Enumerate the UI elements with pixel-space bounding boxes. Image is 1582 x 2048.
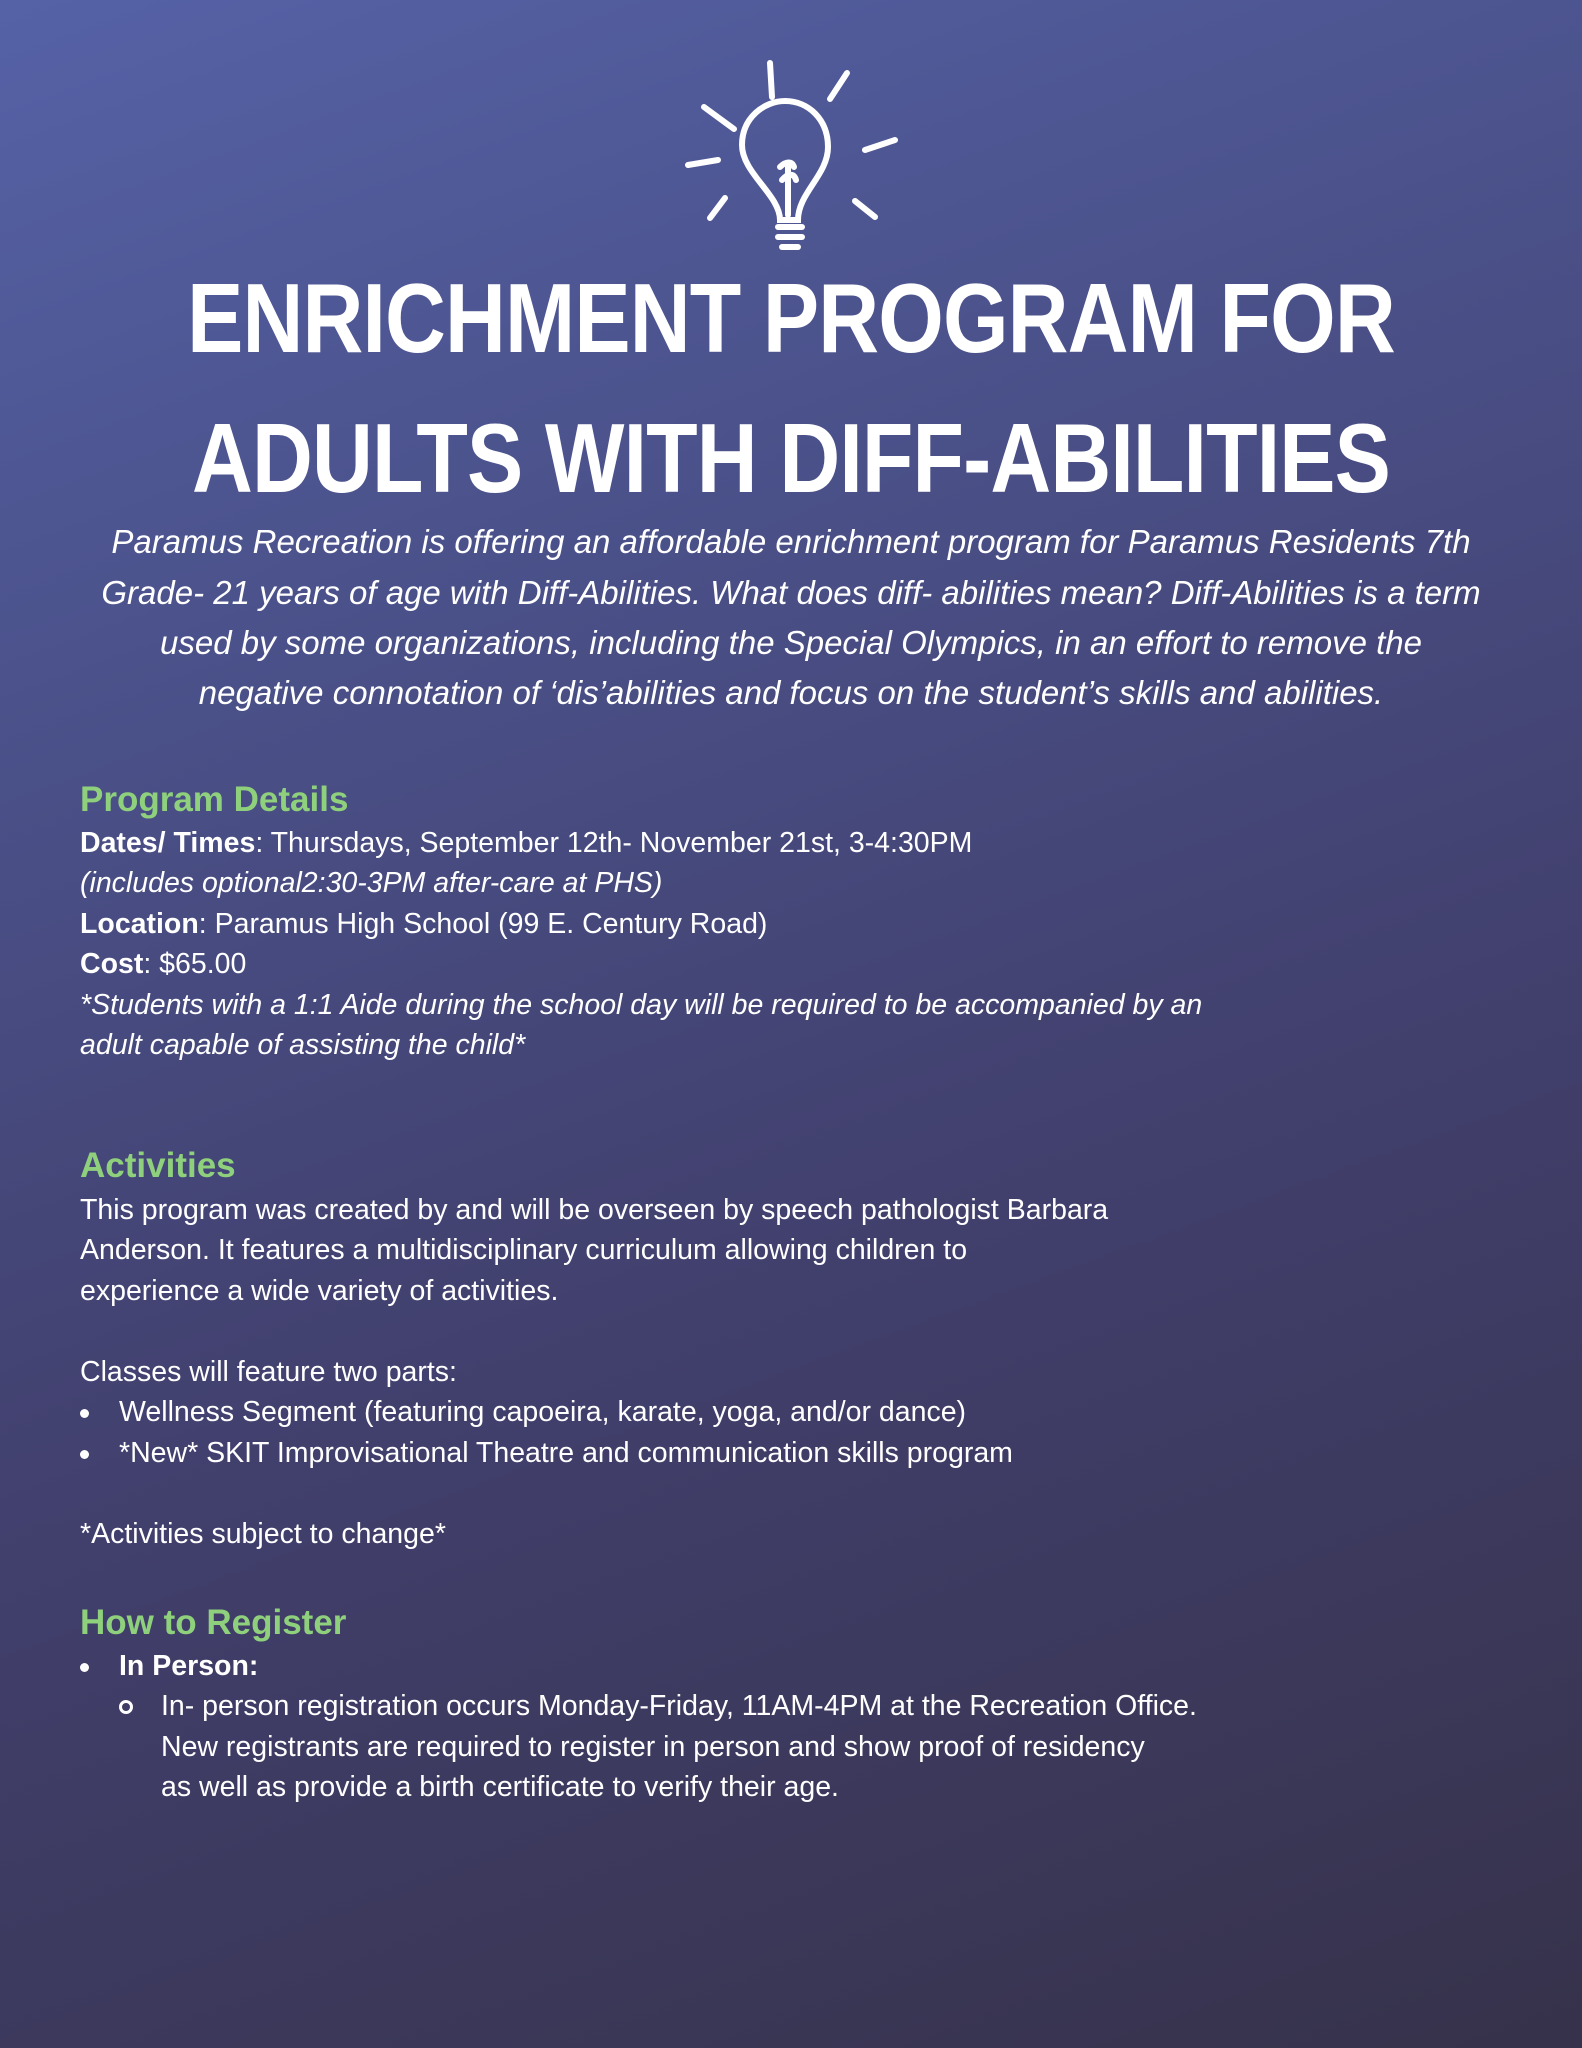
aide-note: adult capable of assisting the child* xyxy=(80,1029,526,1061)
list-item xyxy=(119,1646,258,1686)
register-heading: How to Register xyxy=(80,1603,347,1642)
dates-label: Dates/ Times xyxy=(80,827,256,859)
list-item-text: *New* SKIT Improvisational Theatre and communication skills program xyxy=(119,1437,1013,1469)
title-line-1: ENRICHMENT PROGRAM FOR xyxy=(187,263,1395,373)
aide-note: *Students with a 1:1 Aide during the school day will be required to be accompanied by an xyxy=(80,989,1203,1021)
cost xyxy=(80,944,246,984)
dates-value: : Thursdays, September 12th- November 21st, 3-4:30PM xyxy=(255,827,973,859)
program-details-heading: Program Details xyxy=(80,780,349,819)
activities-desc: Anderson. It features a multidisciplinary curriculum allowing children to xyxy=(80,1234,968,1266)
bullet-icon xyxy=(80,1663,89,1672)
cost-label: Cost xyxy=(80,948,144,980)
sub-list-text: as well as provide a birth certificate to verify their age. xyxy=(161,1771,839,1803)
intro-line: Grade- 21 years of age with Diff-Abilities. What does diff- abilities mean? Diff-Abilities is a term xyxy=(101,574,1481,611)
aftercare-note: (includes optional2:30-3PM after-care at PHS) xyxy=(80,867,663,899)
sub-list-item xyxy=(161,1686,1197,1726)
lightbulb-icon xyxy=(680,55,910,260)
sub-list-text: In- person registration occurs Monday-Friday, 11AM-4PM at the Recreation Office. xyxy=(161,1690,1197,1722)
activities-heading: Activities xyxy=(80,1146,236,1185)
in-person-label: In Person: xyxy=(119,1650,259,1682)
bullet-icon xyxy=(80,1450,89,1459)
dates-times xyxy=(80,823,972,863)
sub-list-text: New registrants are required to register in person and show proof of residency xyxy=(161,1731,1145,1763)
cost-value: : $65.00 xyxy=(143,948,247,980)
list-item xyxy=(119,1392,966,1432)
intro-line: used by some organizations, including the Special Olympics, in an effort to remove the xyxy=(160,624,1422,661)
circle-bullet-icon xyxy=(119,1700,133,1714)
activities-disclaimer: *Activities subject to change* xyxy=(80,1518,446,1550)
activities-desc: This program was created by and will be overseen by speech pathologist Barbara xyxy=(80,1194,1109,1226)
location-value: : Paramus High School (99 E. Century Road) xyxy=(198,908,768,940)
intro-line: Paramus Recreation is offering an affordable enrichment program for Paramus Residents 7th xyxy=(111,523,1471,560)
location xyxy=(80,904,767,944)
activities-desc: experience a wide variety of activities. xyxy=(80,1275,559,1307)
classes-intro: Classes will feature two parts: xyxy=(80,1356,457,1388)
list-item xyxy=(119,1433,1013,1473)
title-line-2: ADULTS WITH DIFF-ABILITIES xyxy=(192,403,1390,513)
intro-line: negative connotation of ‘dis’abilities and focus on the student’s skills and abilities. xyxy=(198,674,1384,711)
bullet-icon xyxy=(80,1409,89,1418)
list-item-text: Wellness Segment (featuring capoeira, karate, yoga, and/or dance) xyxy=(119,1396,967,1428)
location-label: Location xyxy=(80,908,199,940)
